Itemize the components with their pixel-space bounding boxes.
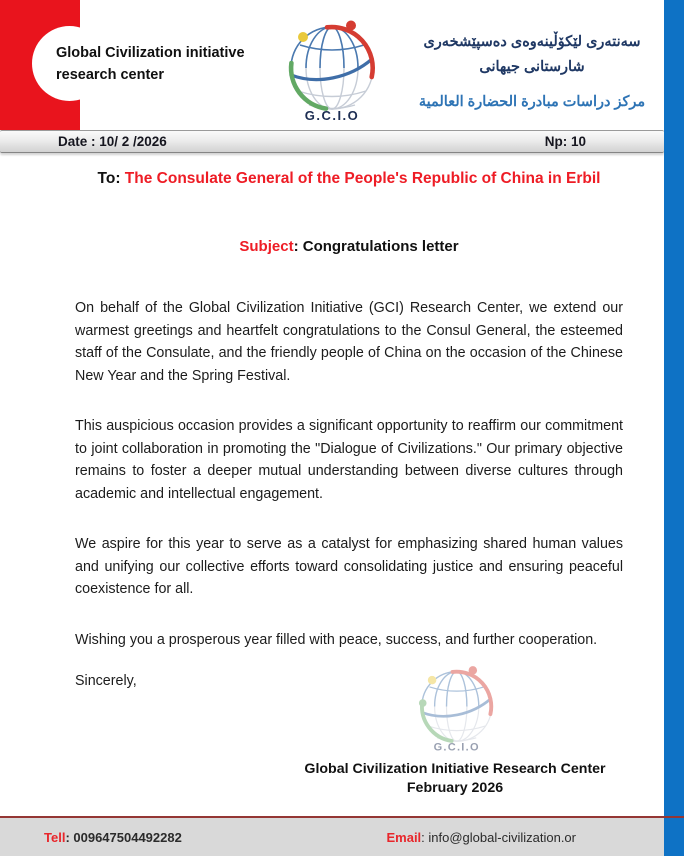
footer-tel xyxy=(44,830,182,845)
footer-bar xyxy=(0,818,684,856)
footer-divider xyxy=(0,816,684,818)
kurdish-line-2: شارستانی جیهانی xyxy=(479,59,585,76)
kurdish-line-1: سەنتەری لێکۆڵینەوەی دەسپێشخەری xyxy=(423,34,641,50)
email-label: Email xyxy=(386,829,422,845)
tel-value: : 009647504492282 xyxy=(65,829,182,845)
to-label: To: xyxy=(97,170,121,187)
date-label: Date : 10/ 2 /2026 xyxy=(58,134,167,149)
subject-label: Subject xyxy=(239,238,294,255)
to-line xyxy=(75,170,623,188)
paragraph-3: We aspire for this year to serve as a catalyst for emphasizing shared human values and unifying our collective efforts toward consolidating justice and ensuring peaceful coexistence for all. xyxy=(75,536,623,597)
paragraph-4: Wishing you a prosperous year filled with peace, success, and further cooperation. xyxy=(75,631,598,648)
email-value: : info@global-civilization.or xyxy=(421,829,576,845)
logo-acronym: G.C.I.O xyxy=(304,108,360,123)
letter-body xyxy=(75,170,623,689)
org-title-arabic: مركز دراسات مبادرة الحضارة العالمية xyxy=(418,94,646,110)
globe-icon xyxy=(272,18,388,124)
footer-email xyxy=(386,830,576,845)
watermark-logo-acronym: G.C.I.O xyxy=(433,741,480,754)
signature-org-name: Global Civilization Initiative Research Center xyxy=(304,761,606,777)
watermark-logo xyxy=(275,664,635,759)
tel-label: Tell xyxy=(44,829,66,845)
closing-line: Sincerely, xyxy=(75,673,137,689)
gcio-logo xyxy=(272,18,388,129)
org-title-english: Global Civilization initiative research center xyxy=(56,45,245,84)
globe-watermark-icon xyxy=(405,664,505,754)
to-recipient: The Consulate General of the People's Republic of China in Erbil xyxy=(120,170,601,187)
date-bar xyxy=(0,130,664,153)
subject-line xyxy=(75,238,623,255)
np-label: Np: 10 xyxy=(544,134,586,149)
org-title-kurdish xyxy=(412,30,652,81)
right-accent-bar xyxy=(664,0,684,856)
signature-date: February 2026 xyxy=(406,780,504,796)
signature-block xyxy=(275,664,635,796)
subject-value: : Congratulations letter xyxy=(293,238,459,255)
paragraph-1: On behalf of the Global Civilization Initiative (GCI) Research Center, we extend our warmest greetings and heartfelt congratulations to the Consul General, the esteemed staff of the Consulate, and the friendly people of China on the occasion of the Chinese New Year and the Spring Festival. xyxy=(75,300,623,384)
paragraph-2: This auspicious occasion provides a significant opportunity to reaffirm our commitment to joint collaboration in promoting the "Dialogue of Civilizations." Our primary objective remains to foster a deeper mutual understanding between diverse cultures through academic and intellectual engagement. xyxy=(75,418,623,502)
